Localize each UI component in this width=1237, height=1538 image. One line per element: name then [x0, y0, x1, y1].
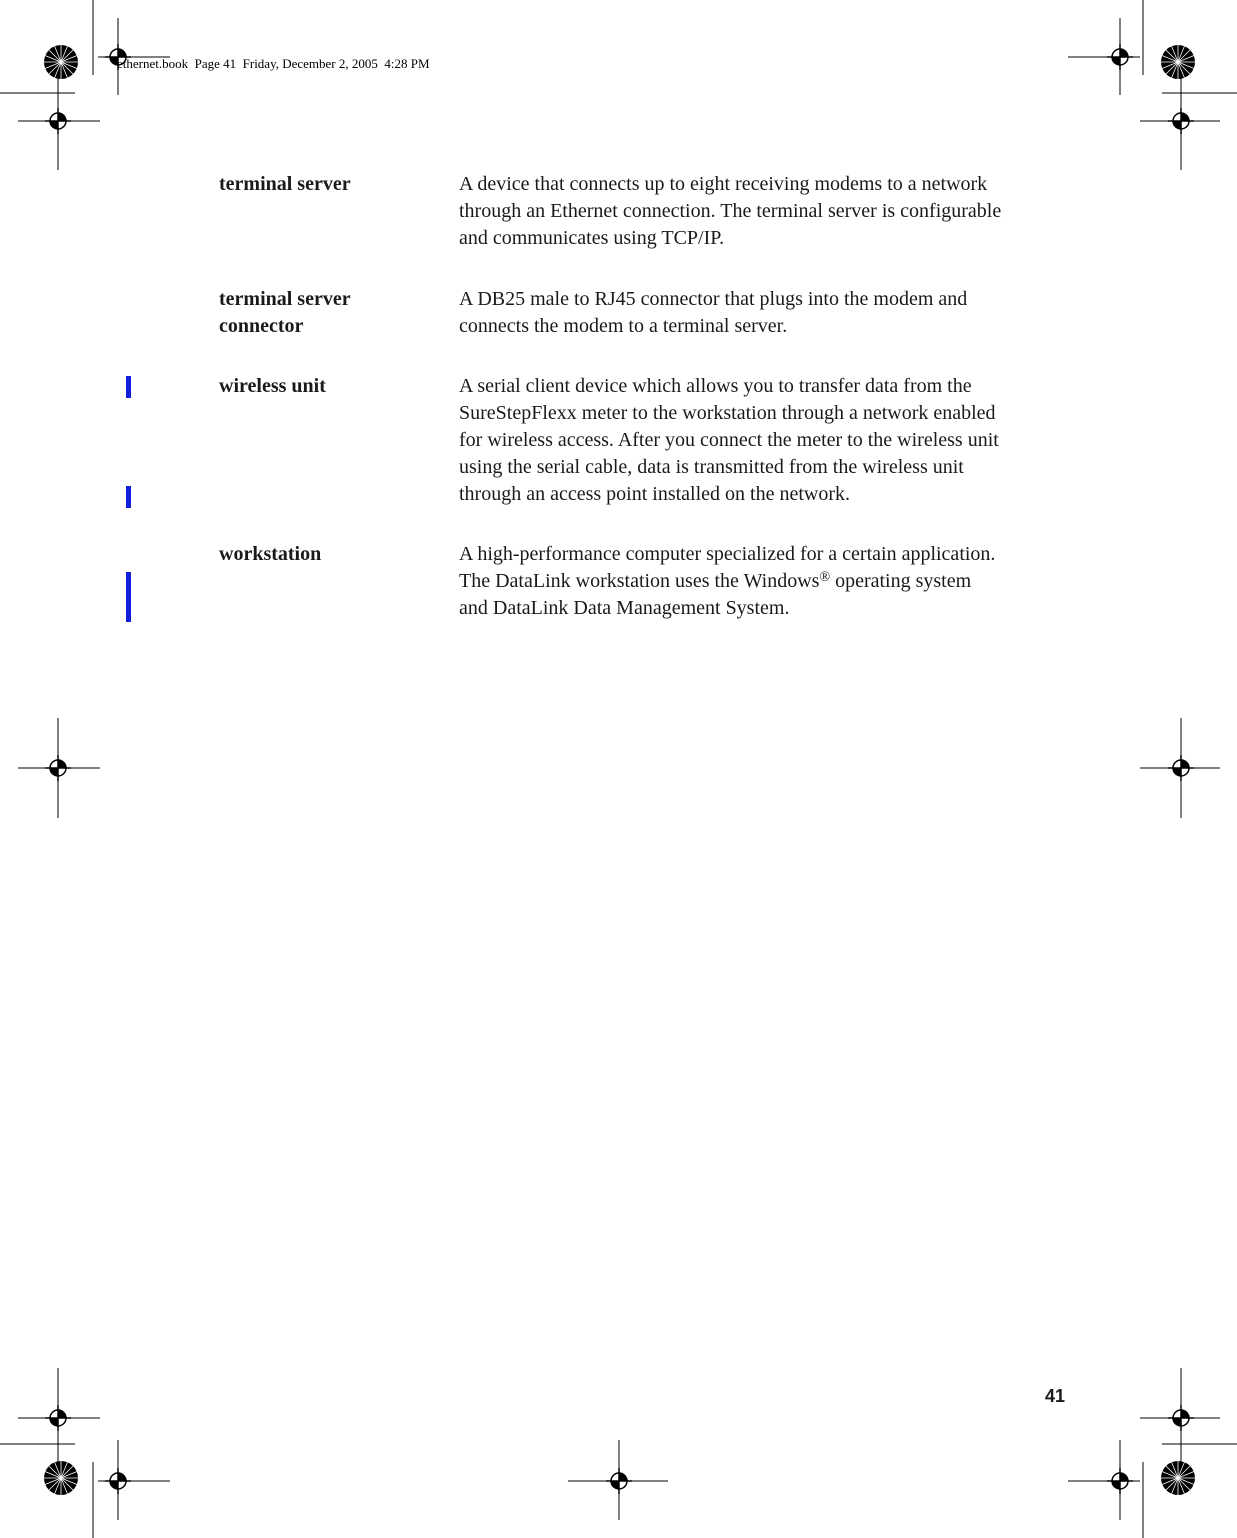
glossary-term: terminal server [219, 173, 351, 195]
registered-mark: ® [819, 570, 831, 585]
glossary-term: wireless unit [219, 375, 326, 397]
glossary-definition: A device that connects up to eight receiving modems to a network through an Ethernet connection. The terminal server is configurable and communicates using TCP/IP. [459, 173, 1002, 249]
page-number: 41 [1045, 1386, 1066, 1406]
glossary-term: terminal server connector [219, 288, 351, 337]
change-bar [126, 486, 131, 508]
glossary-term: workstation [219, 543, 322, 565]
glossary-definition: A high-performance computer specialized for a certain application. The DataLink workstation uses the Windows® operating system and DataLink Data Management System. [459, 543, 996, 619]
change-bar [126, 572, 131, 622]
change-bar [126, 376, 131, 398]
glossary-definition: A DB25 male to RJ45 connector that plugs into the modem and connects the modem to a terminal server. [459, 288, 968, 337]
glossary-definition: A serial client device which allows you to transfer data from the SureStepFlexx meter to the workstation through a network enabled for wireless access. After you connect the meter to the wireless unit using the serial cable, data is transmitted from the wireless unit through an access point installed on the network. [459, 375, 999, 505]
slug-line: ethernet.book Page 41 Friday, December 2, 2005 4:28 PM [117, 56, 430, 71]
